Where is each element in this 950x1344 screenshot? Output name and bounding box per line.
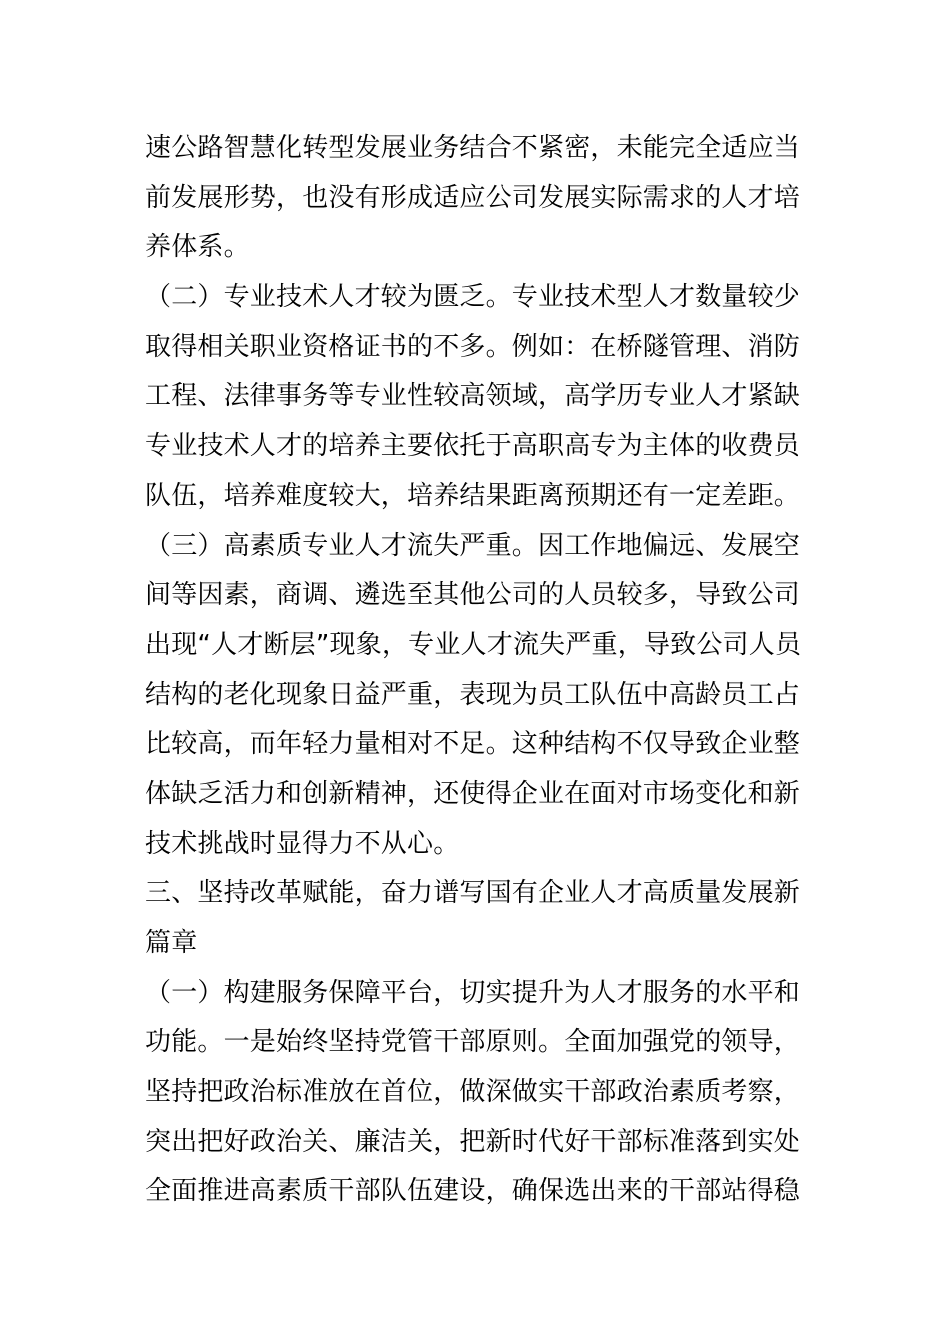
- text-line: 突出把好政治关、廉洁关，把新时代好干部标准落到实处: [145, 1126, 801, 1157]
- text-line: 间等因素，商调、遴选至其他公司的人员较多，导致公司: [145, 580, 801, 611]
- chapter-heading-line: 三、坚持改革赋能，奋力谱写国有企业人才高质量发展新: [145, 878, 801, 909]
- text-line: 比较高，而年轻力量相对不足。这种结构不仅导致企业整: [145, 729, 801, 760]
- text-line: 工程、法律事务等专业性较高领域，高学历专业人才紧缺: [145, 381, 801, 412]
- section-heading-line: （三）高素质专业人才流失严重。因工作地偏远、发展空: [145, 530, 801, 561]
- text-line: 全面推进高素质干部队伍建设，确保选出来的干部站得稳: [145, 1176, 801, 1207]
- text-line: 坚持把政治标准放在首位，做深做实干部政治素质考察，: [145, 1077, 801, 1108]
- chapter-heading-line: 篇章: [145, 928, 198, 958]
- body-text: [145, 124, 825, 1217]
- text-line: 出现“人才断层”现象，专业人才流失严重，导致公司人员: [145, 629, 802, 660]
- text-line: 前发展形势，也没有形成适应公司发展实际需求的人才培: [145, 182, 801, 213]
- text-line: 队伍，培养难度较大，培养结果距离预期还有一定差距。: [145, 480, 801, 511]
- text-line: 专业技术人才的培养主要依托于高职高专为主体的收费员: [145, 431, 801, 462]
- text-line: 养体系。: [145, 232, 250, 263]
- text-line: 结构的老化现象日益严重，表现为员工队伍中高龄员工占: [145, 679, 801, 710]
- section-heading-line: （一）构建服务保障平台，切实提升为人才服务的水平和: [145, 977, 801, 1008]
- section-heading-line: （二）专业技术人才较为匮乏。专业技术型人才数量较少: [145, 282, 801, 313]
- text-line: 体缺乏活力和创新精神，还使得企业在面对市场变化和新: [145, 778, 801, 809]
- text-line: 技术挑战时显得力不从心。: [145, 828, 460, 859]
- text-line: 取得相关职业资格证书的不多。例如：在桥隧管理、消防: [145, 331, 801, 362]
- text-line: 速公路智慧化转型发展业务结合不紧密，未能完全适应当: [145, 133, 801, 163]
- text-line: 功能。一是始终坚持党管干部原则。全面加强党的领导，: [145, 1027, 801, 1058]
